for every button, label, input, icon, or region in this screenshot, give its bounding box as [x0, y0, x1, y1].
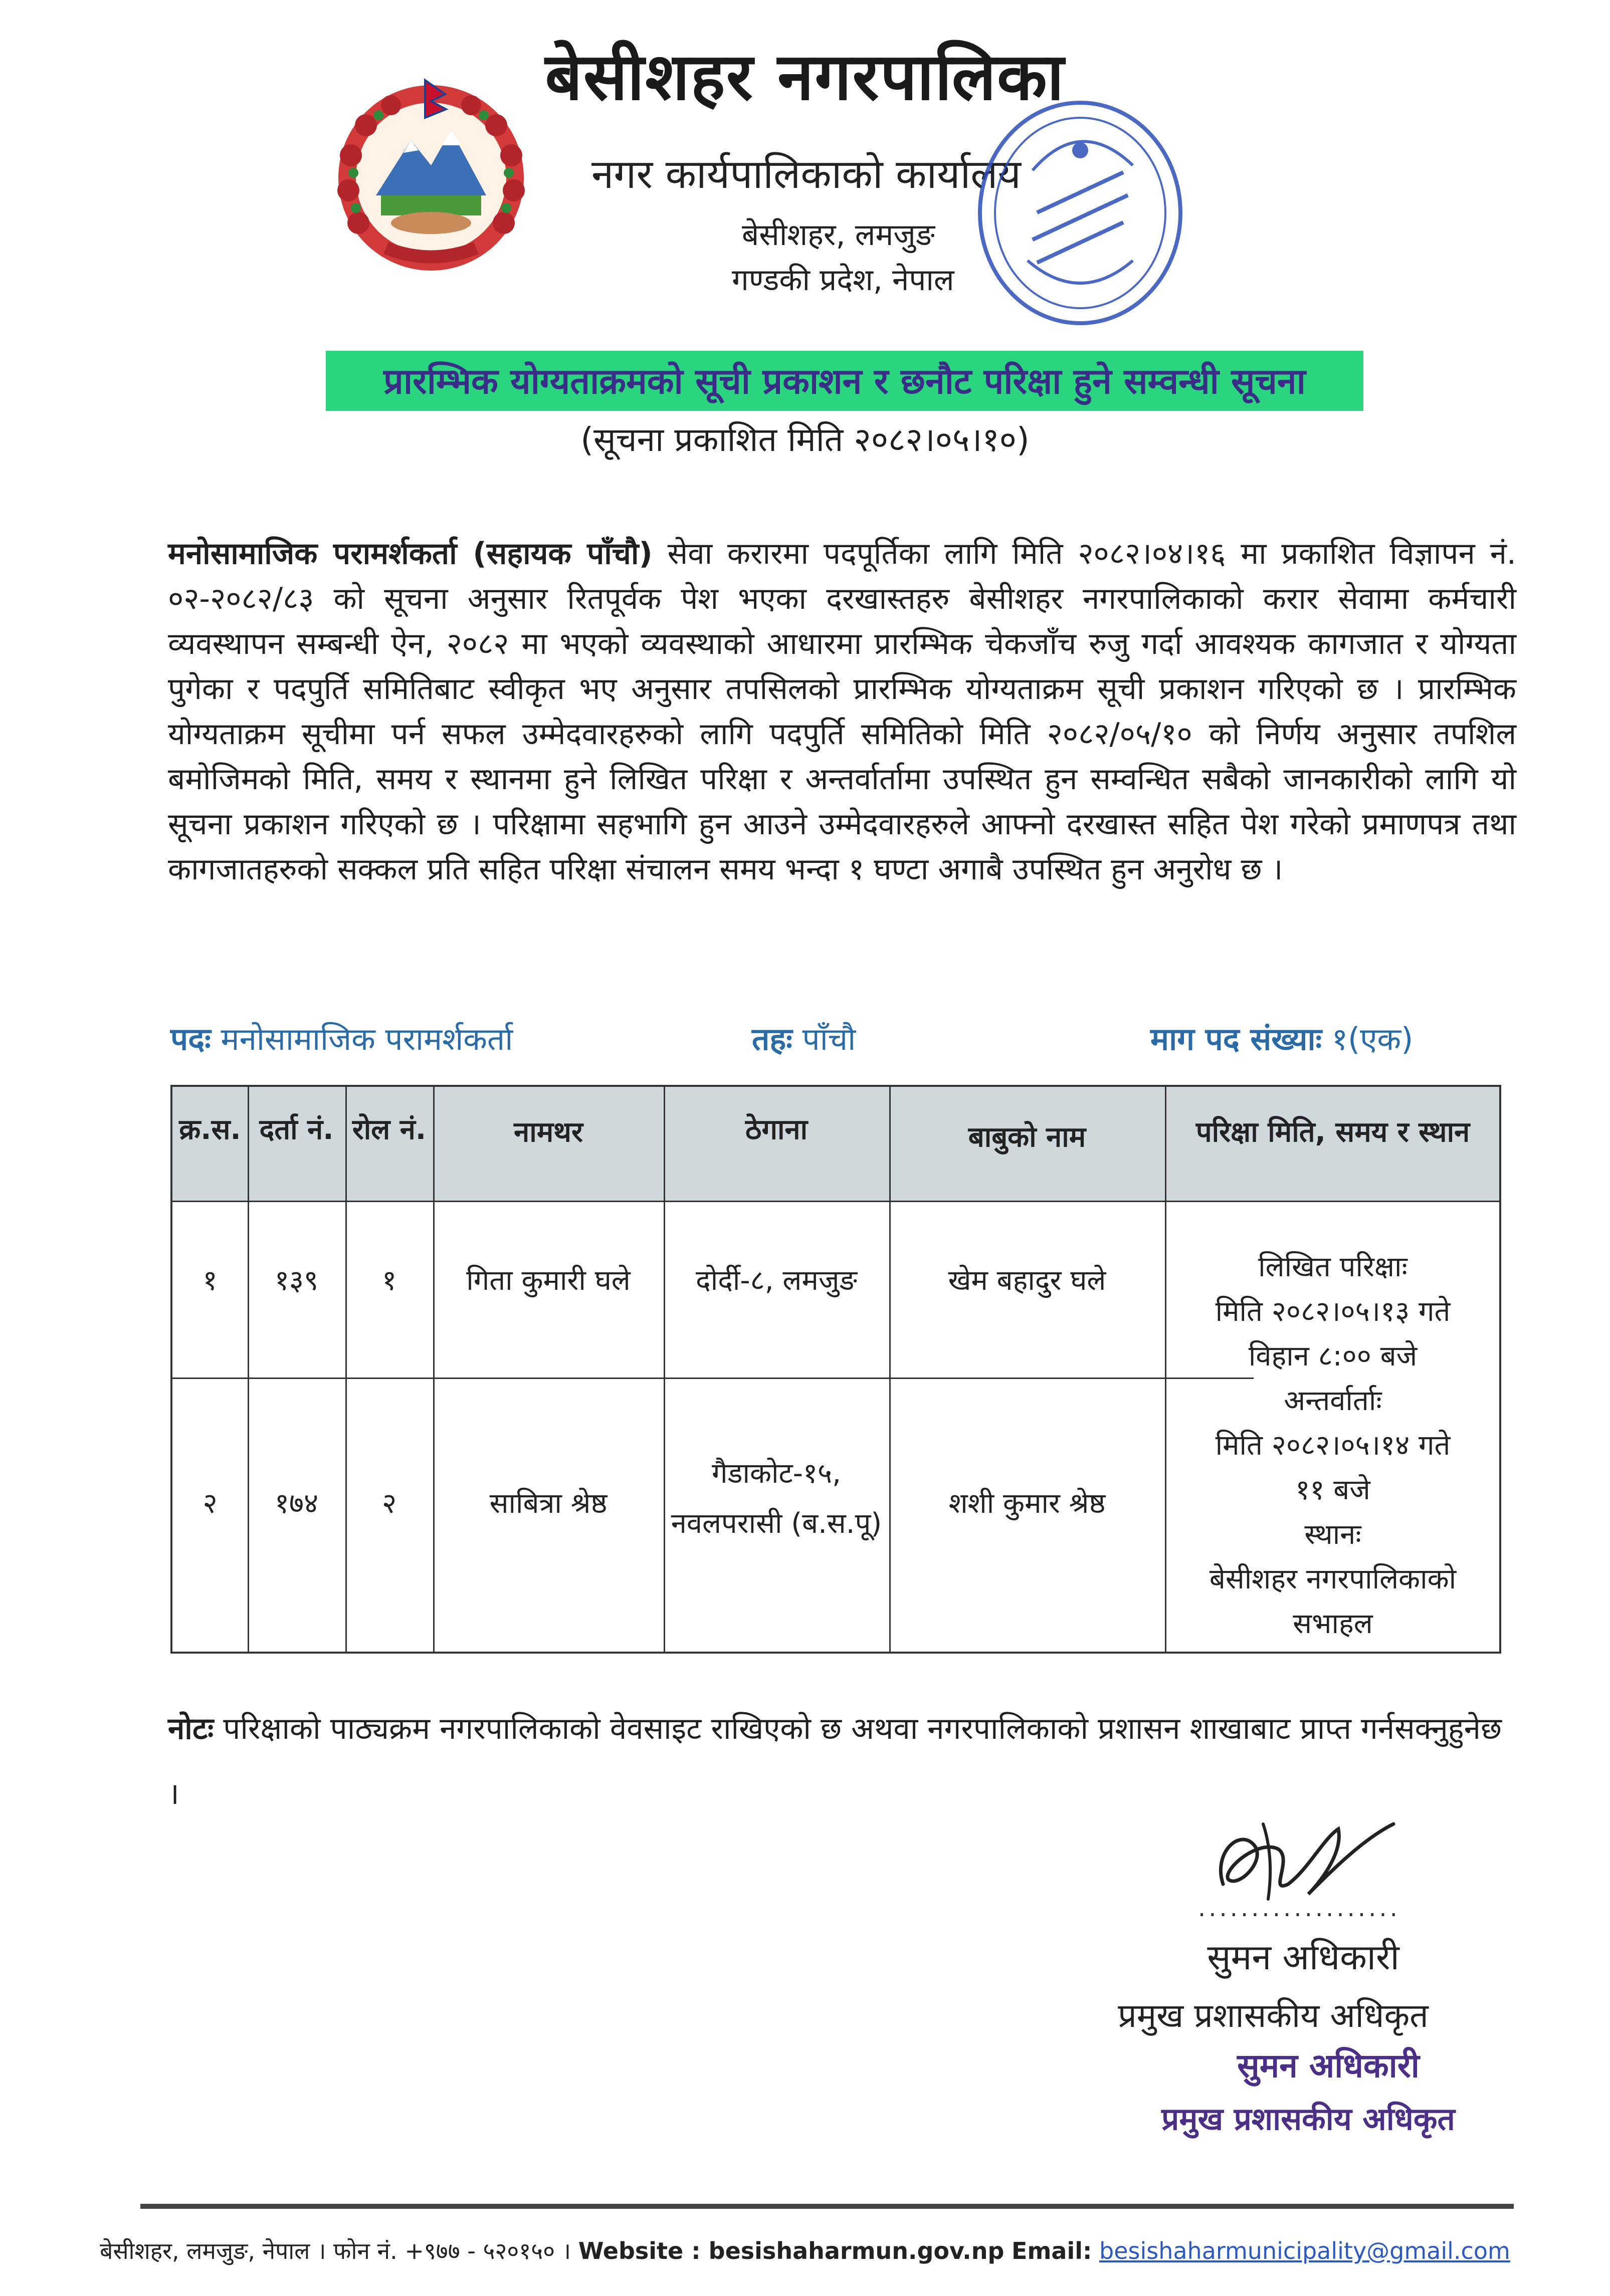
header-exam-info: परिक्षा मिति, समय र स्थान: [1195, 1116, 1470, 1149]
row-2-roll-no: २: [381, 1487, 397, 1520]
post-label: पदः: [170, 1021, 211, 1057]
row-2-address-line-1: गैडाकोट-१५,: [712, 1457, 841, 1490]
exam-info-line: मिति २०८२।०५।१४ गते: [1215, 1429, 1451, 1462]
footer-email-label: Email:: [1012, 2237, 1092, 2264]
exam-info-line: सभाहल: [1293, 1608, 1373, 1640]
header-address: ठेगाना: [745, 1113, 808, 1146]
post-value: मनोसामाजिक परामर्शकर्ता: [221, 1021, 513, 1057]
row-2-father-name: शशी कुमार श्रेष्ठ: [948, 1487, 1106, 1520]
exam-info-line: स्थानः: [1304, 1518, 1361, 1551]
demand-label: माग पद संख्याः: [1150, 1021, 1322, 1057]
level-info: [752, 1017, 856, 1059]
header-father-name: बाबुको नाम: [968, 1121, 1086, 1154]
footer-website[interactable]: Website : besishaharmun.gov.np: [578, 2237, 1004, 2264]
signatory-name: सुमन अधिकारी: [1207, 1937, 1399, 1978]
office-name: नगर कार्यपालिकाको कार्यालय: [591, 151, 1021, 197]
footer-address: बेसीशहर, लमजुङ, नेपाल । फोन नं. +९७७ - ५२०१५० ।: [100, 2237, 571, 2264]
notice-body-lead: मनोसामाजिक परामर्शकर्ता (सहायक पाँचौ): [168, 536, 653, 571]
exam-info-line: विहान ८:०० बजे: [1248, 1340, 1418, 1372]
post-info: [170, 1017, 513, 1059]
stamp-signatory-name: सुमन अधिकारी: [1237, 2046, 1420, 2085]
notice-title: प्रारम्भिक योग्यताक्रमको सूची प्रकाशन र छनौट परिक्षा हुने सम्वन्धी सूचना: [383, 361, 1306, 402]
header-name: नामथर: [514, 1116, 583, 1149]
level-value: पाँचौ: [802, 1021, 856, 1057]
row-2-reg-no: १७४: [274, 1487, 319, 1520]
row-2-name: साबित्रा श्रेष्ठ: [489, 1487, 608, 1520]
municipality-title: बेसीशहर नगरपालिका: [545, 39, 1065, 115]
office-stamp: [972, 95, 1188, 331]
row-1-reg-no: १३९: [274, 1264, 319, 1297]
stamp-signatory-role: प्रमुख प्रशासकीय अधिकृत: [1161, 2101, 1455, 2137]
exam-info-line: बेसीशहर नगरपालिकाको: [1209, 1563, 1457, 1595]
footer-email-link[interactable]: besishaharmunicipality@gmail.com: [1099, 2237, 1510, 2264]
row-1-name: गिता कुमारी घले: [466, 1264, 631, 1297]
row-1-address: दोर्दी-८, लमजुङ: [695, 1264, 858, 1297]
notice-body-text: सेवा करारमा पदपूर्तिका लागि मिति २०८२।०४।१६ मा प्रकाशित विज्ञापन नं. ०२-२०८२/८३ को सूचना अनुसार रितपूर्वक पेश भएका दरखास्तहरु बेसीशहर नगरपालिकाको करार सेवामा कर्मचारी व्यवस्थापन सम्बन्धी ऐन, २०८२ मा भएको व्यवस्थाको आधारमा प्रारम्भिक चेकजाँच रुजु गर्दा आवश्यक कागजात र योग्यता पुगेका र पदपुर्ति समितिबाट स्वीकृत भए अनुसार तपसिलको प्रारम्भिक योग्यताक्रम सूची प्रकाशन गरिएको छ । प्रारम्भिक योग्यताक्रम सूचीमा पर्न सफल उम्मेदवारहरुको लागि पदपुर्ति समितिको मिति २०८२/०५/१० को निर्णय अनुसार तपशिल बमोजिमको मिति, समय र स्थानमा हुने लिखित परिक्षा र अन्तर्वार्तामा उपस्थित हुन सम्वन्धित सबैको जानकारीको लागि यो सूचना प्रकाशन गरिएको छ । परिक्षामा सहभागि हुन आउने उम्मेदवारहरुले आफ्नो दरखास्त सहित पेश गरेको प्रमाणपत्र तथा कागजातहरुको सक्कल प्रति सहित परिक्षा संचालन समय भन्दा १ घण्टा अगाबै उपस्थित हुन अनुरोध छ ।: [168, 536, 1516, 887]
header-roll-no: रोल नं.: [352, 1113, 427, 1146]
note: [168, 1696, 1521, 1826]
address-line-1: बेसीशहर, लमजुङ: [742, 217, 935, 253]
exam-info-line: मिति २०८२।०५।१३ गते: [1215, 1295, 1451, 1328]
footer: [0, 2235, 1610, 2266]
row-1-sn: १: [203, 1264, 218, 1297]
exam-info-cell: [1165, 1245, 1501, 1646]
note-text: परिक्षाको पाठ्यक्रम नगरपालिकाको वेवसाइट राखिएको छ अथवा नगरपालिकाको प्रशासन शाखाबाट प्राप्त गर्नसक्नुहुनेछ ।: [168, 1711, 1502, 1811]
row-1-roll-no: १: [381, 1264, 397, 1297]
header-sn: क्र.स.: [179, 1113, 241, 1146]
notice-body: [168, 531, 1516, 892]
footer-divider: [140, 2204, 1514, 2209]
row-1-father-name: खेम बहादुर घले: [948, 1264, 1106, 1297]
note-label: नोटः: [168, 1711, 214, 1746]
candidate-table: [170, 1085, 1501, 1654]
exam-info-line: लिखित परिक्षाः: [1258, 1251, 1407, 1283]
row-2-sn: २: [203, 1487, 218, 1520]
demand-info: [1150, 1017, 1413, 1059]
publication-date: (सूचना प्रकाशित मिति २०८२।०५।१०): [580, 420, 1030, 459]
exam-info-line: ११ बजे: [1295, 1474, 1370, 1506]
signatory-role: प्रमुख प्रशासकीय अधिकृत: [1118, 1996, 1429, 2035]
header-reg-no: दर्ता नं.: [259, 1113, 334, 1146]
demand-value: १(एक): [1331, 1021, 1414, 1057]
address-line-2: गण्डकी प्रदेश, नेपाल: [732, 263, 954, 298]
exam-info-line: अन्तर्वार्ताः: [1284, 1385, 1382, 1417]
row-2-address-line-2: नवलपरासी (ब.स.पू): [671, 1507, 882, 1540]
level-label: तहः: [752, 1021, 792, 1057]
signature-line: ...................: [1198, 1894, 1400, 1922]
